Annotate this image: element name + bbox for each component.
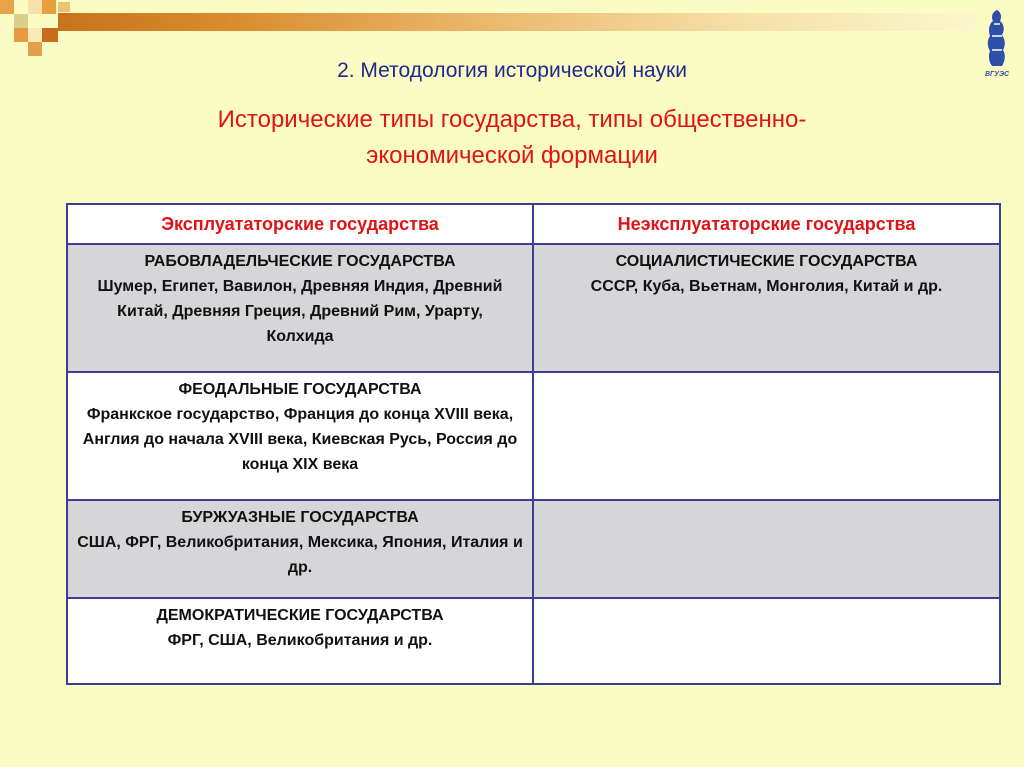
table-cell — [533, 598, 1000, 684]
table-cell — [67, 372, 533, 500]
title-line-2: экономической формации — [366, 142, 658, 169]
table-cell — [533, 500, 1000, 598]
decor-square — [58, 2, 70, 12]
table-cell — [533, 244, 1000, 372]
decor-square — [28, 28, 42, 42]
decor-square — [14, 28, 28, 42]
header-accent-bar — [58, 13, 976, 31]
decor-square — [42, 0, 56, 14]
table-header-row — [67, 204, 1000, 244]
logo-text: ВГУЭС — [984, 71, 1010, 78]
table-cell — [533, 372, 1000, 500]
table-row — [67, 598, 1000, 684]
cell-text: Франкское государство, Франция до конца XVIII века, Англия до начала XVIII века, Киевская Русь, Россия до конца XIX века — [82, 406, 518, 473]
table-cell — [67, 244, 533, 372]
cell-heading: РАБОВЛАДЕЛЬЧЕСКИЕ ГОСУДАРСТВА — [144, 253, 456, 270]
column-header-non-exploitative: Неэксплуататорские государства — [533, 204, 1000, 244]
table-cell — [67, 598, 533, 684]
cell-heading: БУРЖУАЗНЫЕ ГОСУДАРСТВА — [181, 509, 419, 526]
title-line-1: Исторические типы государства, типы общественно- — [217, 106, 807, 133]
cell-heading: СОЦИАЛИСТИЧЕСКИЕ ГОСУДАРСТВА — [615, 253, 918, 270]
cell-text: ФРГ, США, Великобритания и др. — [167, 632, 433, 649]
cell-heading: ДЕМОКРАТИЧЕСКИЕ ГОСУДАРСТВА — [156, 607, 444, 624]
cell-text: США, ФРГ, Великобритания, Мексика, Япония, Италия и др. — [77, 534, 523, 576]
page-title — [0, 102, 1024, 174]
table-row — [67, 500, 1000, 598]
table-row — [67, 244, 1000, 372]
table-row — [67, 372, 1000, 500]
column-header-exploitative: Эксплуататорские государства — [67, 204, 533, 244]
decor-square — [28, 0, 42, 14]
decor-square — [28, 42, 42, 56]
state-types-table — [66, 203, 1001, 685]
decor-square — [0, 0, 14, 14]
cell-text: СССР, Куба, Вьетнам, Монголия, Китай и др. — [590, 278, 943, 295]
decor-square — [42, 28, 58, 42]
cell-heading: ФЕОДАЛЬНЫЕ ГОСУДАРСТВА — [178, 381, 422, 398]
cell-text: Шумер, Египет, Вавилон, Древняя Индия, Древний Китай, Древняя Греция, Древний Рим, Урарту, Колхида — [97, 278, 503, 345]
table-cell — [67, 500, 533, 598]
decor-square — [14, 14, 28, 28]
section-subtitle: 2. Методология исторической науки — [337, 59, 687, 82]
